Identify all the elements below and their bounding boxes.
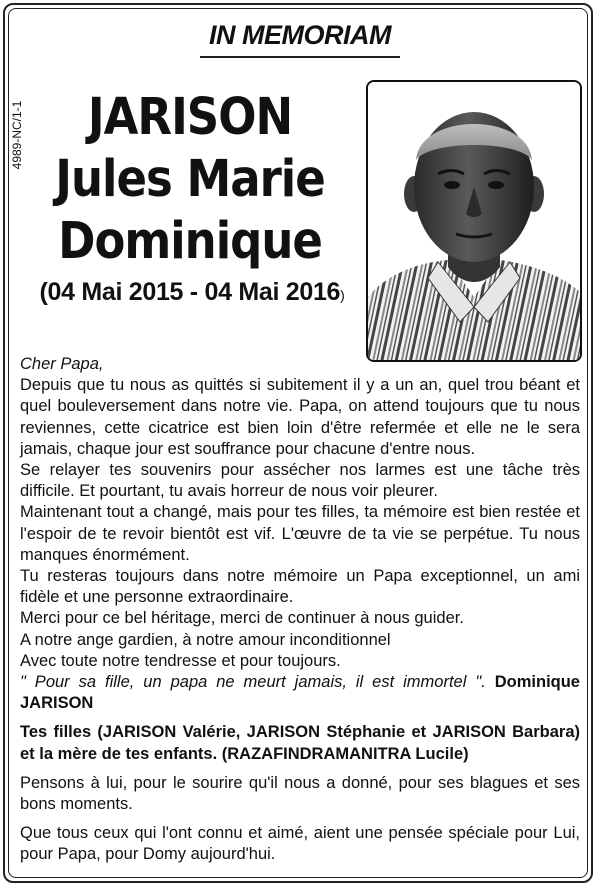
portrait-image <box>368 82 580 360</box>
paragraph: A notre ange gardien, à notre amour inconditionnel <box>20 630 391 649</box>
deceased-name <box>20 86 360 272</box>
greeting: Cher Papa, <box>20 355 104 373</box>
paragraph: Se relayer tes souvenirs pour assécher nos larmes est une tâche très difficile. Et pourtant, tu avais horreur de nous voir pleurer. <box>20 461 580 501</box>
page-title: IN MEMORIAM <box>209 20 391 50</box>
closing-paragraph: Que tous ceux qui l'ont connu et aimé, aient une pensée spéciale pour Lui, pour Papa, pour Domy aujourd'hui. <box>20 824 580 864</box>
memorial-dates <box>22 278 362 307</box>
name-line-first: Jules Marie <box>55 148 325 209</box>
paragraph: Tu resteras toujours dans notre mémoire un Papa exceptionnel, un ami fidèle et une personne extraordinaire. <box>20 567 580 607</box>
reference-code: 4989-NC/1-1 <box>10 100 24 170</box>
memorial-message <box>20 354 580 866</box>
name-line-surname: JARISON <box>87 86 293 147</box>
closing-paragraph: Pensons à lui, pour le sourire qu'il nous a donné, pour ses blagues et ses bons moments. <box>20 773 580 814</box>
dates-text: (04 Mai 2015 - 04 Mai 2016 <box>39 278 341 306</box>
paragraph: Depuis que tu nous as quittés si subitement il y a un an, quel trou béant et quel bouleversement dans notre vie. Papa, on attend toujours que tu nous reviennes, cette cicatrice est bien loin d'être refermée et elle ne le sera jamais, chaque jour est souffrance pour chacune d'entre nous. <box>20 376 580 458</box>
quote: " Pour sa fille, un papa ne meurt jamais, il est immortel ". <box>20 673 486 692</box>
portrait-photo <box>366 80 582 362</box>
name-line-middle: Dominique <box>58 210 322 271</box>
paragraph: Merci pour ce bel héritage, merci de continuer à nous guider. <box>20 609 464 628</box>
quote-line <box>20 672 580 714</box>
quote-author: Dominique JARISON <box>20 673 580 713</box>
title-underline <box>200 56 400 58</box>
signatories: Tes filles (JARISON Valérie, JARISON Stéphanie et JARISON Barbara) et la mère de tes enfants. (RAZAFINDRAMANITRA Lucile) <box>20 723 580 763</box>
paragraph: Avec toute notre tendresse et pour toujours. <box>20 651 341 670</box>
paragraph: Maintenant tout a changé, mais pour tes filles, ta mémoire est bien restée et l'espoir de te revoir bientôt est vif. L'œuvre de ta vie se perpétue. Tu nous manques énormément. <box>20 503 580 564</box>
dates-close: ) <box>340 287 345 303</box>
